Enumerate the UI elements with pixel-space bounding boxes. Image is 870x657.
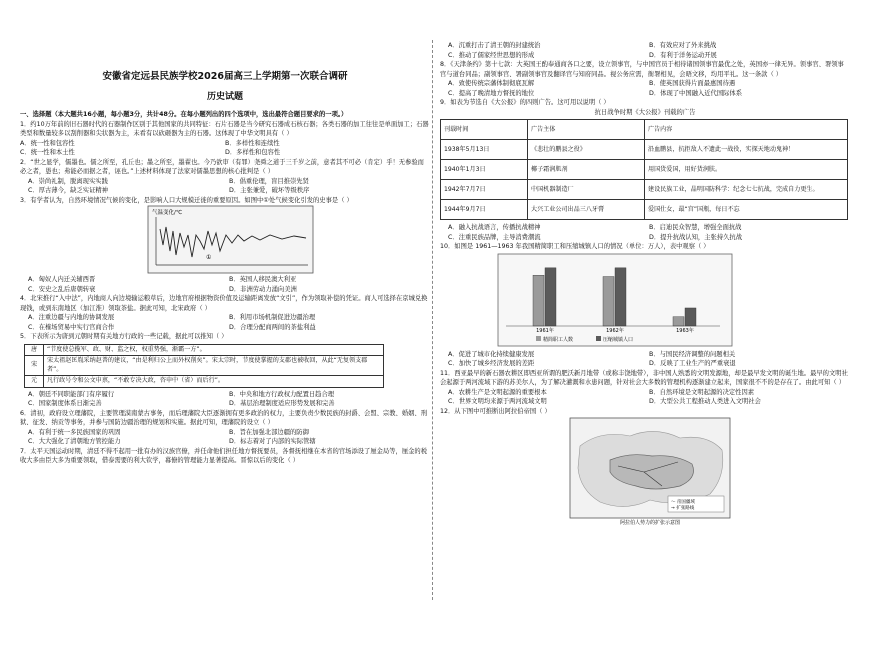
table-cell: 用国货爱国，用好货润肤。	[645, 160, 848, 180]
option: D．体现了中国融入近代国际体系	[649, 89, 743, 97]
legend-swatch	[536, 336, 541, 341]
paper-title: 安徽省定远县民族学校2026届高三上学期第一次联合调研	[102, 71, 348, 82]
option: B．使英国获得片面最惠国待遇	[649, 80, 736, 87]
question-2-options-row2	[20, 186, 430, 196]
question-3-options	[20, 275, 430, 285]
option: B．有效应对了外来挑战	[649, 42, 717, 49]
right-column	[440, 41, 850, 656]
question-9-stem: 9．如表为节选自《大公报》的四则广告。这可用以说明（ ）	[440, 99, 610, 106]
x-tick-label: 1963年	[676, 327, 694, 334]
chart-marker: ①	[206, 254, 212, 261]
question-2-stem: 2．“世之显学，儒墨也。儒之所至，孔丘也；墨之所至，墨翟也。今乃欲审（有罪）尧舜之道于三千岁之前，意者其不可必（肯定）乎！无参验而必之者，愚也；弗能必而据之者，诬也。”上述材料体现了法家对儒墨思想的核心批判是（ ）	[20, 158, 424, 175]
option: D．大型公共工程推动人类进入文明社会	[649, 398, 761, 405]
table-row	[441, 200, 848, 220]
question-8-options	[440, 79, 850, 89]
option: B．旨在加强北部边疆的防御	[229, 428, 309, 436]
table-cell: 1938年5月13日	[441, 140, 528, 160]
option: B．英国人移民澳大利亚	[229, 276, 297, 283]
table-cell: 沿血鹏县，抗拒敌人不遗此一战役，实探天地动鬼神！	[645, 140, 848, 160]
question-1-options-row2	[20, 148, 430, 158]
option: B．自然环境是文明起源的决定性因素	[649, 388, 755, 396]
question-4-options-row2	[20, 323, 430, 333]
option: C．安史之乱后唐朝转衰	[28, 285, 96, 293]
table-row	[25, 376, 384, 388]
paper-subtitle: 历史试题	[206, 92, 243, 102]
option: A．有利于统一多民族国家的巩固	[28, 428, 121, 436]
table-cell: 1944年9月7日	[441, 200, 528, 220]
option: A．致使传统宗藩体制彻底瓦解	[448, 80, 535, 87]
option: A．农耕生产是文明起源的重要根本	[448, 388, 547, 396]
question-6-options-row2	[20, 437, 430, 447]
legend-label: 精简职工人数	[543, 336, 574, 343]
question-10-options	[440, 350, 850, 360]
question-11-options	[440, 388, 850, 398]
bar	[615, 267, 626, 325]
option: B．启迪民众智慧，增强全面抗战	[649, 224, 742, 231]
option: C．世界文明均来源于两河流域文明	[448, 398, 547, 405]
table-cell: 凡行政号令和公文申禀，“不敢专决大政，咨申中（省）而后行”。	[44, 376, 384, 388]
question-8-options-row2	[440, 89, 850, 99]
ad-table-title: 抗日战争时期《大公报》刊载的广告	[594, 108, 696, 116]
legend-swatch	[596, 336, 601, 341]
option: A．崇尚礼制，脱离现实实践	[28, 177, 108, 185]
option: A．匈奴人内迁关辅西晋	[28, 276, 96, 283]
map-legend-item: ～ 帝国疆域	[671, 500, 695, 505]
table-row	[25, 356, 384, 376]
table-row	[441, 180, 848, 200]
x-tick-label: 1962年	[606, 327, 624, 334]
question-11-stem: 11．西亚最早的新石器农耕区即西亚所谓的肥沃新月地带（或称丰饶地带），非中国人熟悉的文明发源地，却是最早发文明的诞生地。最早的文明社会起源于两河流域下游的苏美尔人，为了解决灌溉和水患问题，针对社会大多数的管理机构逐渐建立起来，国家很不不的是存在了。由此可知（ ）	[440, 369, 848, 386]
table-row	[441, 160, 848, 180]
question-4-stem: 4．北宋推行“入中法”，内地商人向边境输运粮草后，边地官府根据物资价值及运输距离发放“文引”，作为领取补偿的凭证。商人可选择在京城兑换现钱，或到东南地区（加江淮）领取茶盐。据此可知，北宋政府（ ）	[20, 295, 428, 312]
question-10-options-row2	[440, 359, 850, 369]
table-row	[441, 140, 848, 160]
option: C．大大强化了清朝地方管控能力	[28, 438, 121, 445]
column-divider	[432, 40, 433, 600]
legend-label: 压缩城镇人口	[603, 336, 634, 343]
question-3-options-row2	[20, 285, 430, 295]
option: B．多样性和连续性	[225, 139, 280, 147]
arab-empire-map	[440, 416, 850, 526]
bar	[545, 267, 556, 325]
question-10-stem: 10．如图是 1961—1963 年我国精简职工和压缩城镇人口的情况（单位：万人），表中观察（ ）	[440, 243, 710, 250]
option: C．厚古薄今，缺乏实证精神	[28, 187, 108, 194]
option: C．加快了城乡经济发展的差距	[448, 360, 535, 367]
option: D．多样性和包容性	[225, 149, 281, 156]
chart-title: 气温变化/℃	[152, 210, 183, 216]
bar	[673, 316, 684, 325]
question-5-options	[20, 390, 430, 400]
map-caption: 阿拉伯人势力的扩张示意图	[619, 520, 681, 526]
temperature-chart	[20, 205, 430, 275]
option: D．非洲劳动力涌向美洲	[229, 285, 297, 293]
option: D．有利于洋务运动开展	[649, 51, 717, 59]
question-1-stem: 1．约10万年前的旧石器时代的石器制作区别于其他国家的共同特征：石片石器是当今研究石器成石核石器；各类石器的加工往往是单面加工；石器类型和数量较多以刮削器和尖状器为主，未看有以砍砸器为主的石器。这体现了中华文明具有（ ）	[20, 120, 429, 137]
governance-table	[24, 344, 384, 388]
question-9-options	[440, 223, 850, 233]
option: B．利用市场机制促进边疆治理	[229, 314, 316, 321]
question-7-options	[440, 41, 850, 51]
option: B．中央和地方行政权力配置日趋合理	[229, 390, 335, 398]
option: A．注重边疆与内地的协调发展	[28, 314, 115, 321]
table-cell: 宋太祖赵匡胤采纳赵普的建议，“由是利归公上而外权削矣”。宋太宗时，节度使掌握的支郡也被收回，从此“无复领支郡者”。	[44, 356, 384, 376]
table-cell: 建设民族工业，晶明国防科学：纪念七七抗战，完成自力更生。	[645, 180, 848, 200]
question-6-stem: 6．清初，政府设立理藩院，主要管理漠南蒙古事务，而后理藩院大臣逐渐拥有更多政治的权力，主要负责少数民族的封爵、会盟、宗教、婚姻、刑狱、征发、纳贡等事务，并参与国防边疆治理的规划和实施。据此可知，理藩院的设立（ ）	[20, 409, 428, 426]
question-8-stem: 8．《天津条约》第十七款：大英国王酌奉通商各口之要，设立领事官，与中国官员于相待诸国领事官最优之处，英国亦一律无异。领事官、署领事官与道台同品；副领事官、署副领事官及翻译官与知府同品。视公务应需，衙署相见，会晤文移，均用平礼。这一条款（ ）	[440, 61, 844, 78]
table-cell: 《悲壮的鹏县之役》	[528, 140, 645, 160]
x-tick-label: 1961年	[536, 327, 554, 334]
question-1-options	[20, 139, 430, 149]
column-header: 广告主体	[528, 120, 645, 140]
table-cell: 宋	[25, 356, 44, 376]
option: D．基层治理制度适应形势发展和完善	[229, 400, 335, 407]
ad-table	[440, 119, 848, 220]
question-6-options	[20, 428, 430, 438]
left-column	[20, 42, 430, 657]
option: A．朝廷不同职能部门有序履行	[28, 390, 115, 398]
table-cell: 大兴工业公司出品三八牙膏	[528, 200, 645, 220]
option: D．标志着对了内部的实际管辖	[229, 438, 316, 445]
option: C．注重民族品牌，主导消费潮流	[448, 233, 541, 241]
table-cell: 1942年7月7日	[441, 180, 528, 200]
table-cell: 元	[25, 376, 44, 388]
option: A．融入抗战语言，传播抗战精神	[448, 224, 541, 231]
option: B．与国民经济调整的问题相关	[649, 350, 736, 358]
table-cell: “节度使总揽军、政、财、监之权，权重势强，渐霸一方”。	[44, 344, 384, 356]
section-heading: 一、选择题（本大题共16小题，每小题3分，共计48分。在每小题列出的四个选项中，选出最符合题目要求的一项。）	[20, 111, 348, 118]
option: A．统一性和包容性	[20, 139, 75, 147]
question-11-options-row2	[440, 397, 850, 407]
question-7-options-row2	[440, 51, 850, 61]
table-header-row	[441, 120, 848, 140]
option: D．主张兼爱，破坏等级秩序	[229, 187, 310, 194]
table-cell: 唐	[25, 344, 44, 356]
option: C．国家制度体系日渐完善	[28, 400, 102, 407]
bar	[603, 276, 614, 325]
option: D．反映了工业生产的严重衰退	[649, 360, 736, 367]
question-9-options-row2	[440, 233, 850, 243]
option: D．合理分配商两间的茶盐利益	[229, 323, 316, 331]
table-cell: 1940年1月3日	[441, 160, 528, 180]
question-4-options	[20, 313, 430, 323]
table-cell: 爱国仕女，最“宫”国瓶，每日不忘	[645, 200, 848, 220]
option: C．推动了儒家经世思想的形成	[448, 51, 535, 59]
option: C．统一性和本土性	[20, 149, 75, 156]
column-header: 广告内容	[645, 120, 848, 140]
option: A．沉重打击了清王朝的封建统治	[448, 42, 541, 49]
map-legend-item: → 扩张路线	[671, 506, 695, 511]
option: B．倡重伦理，盲目推崇先贤	[229, 177, 309, 185]
option: C．在榷场贸易中实行官商合作	[28, 323, 115, 331]
column-header: 刊载时间	[441, 120, 528, 140]
table-row	[25, 344, 384, 356]
option: A．促进了城市化持续健康发展	[448, 350, 535, 358]
question-7-stem: 7．太平天国运动时期，清廷不得不起用一批有办的汉族官僚，并任命他们担任地方督抚要员，各督抚相继在本省的官场添设了厘金局等，厘金的税收大多由臣大多为重要领取，借泰需要的利大钦学，幕僚的管理能力显著提高。晋惊以后的变化（ ）	[20, 447, 428, 464]
bar	[533, 275, 544, 326]
question-2-options	[20, 177, 430, 187]
bar	[685, 307, 696, 325]
question-3-stem: 3．有学者认为，自然环境情况气候的变化，是影响人口大规模迁徙的重要原因。如图中①处气候变化引发的史事是（ ）	[20, 196, 353, 204]
table-cell: 中国机器制造厂	[528, 180, 645, 200]
option: D．提升抗战认知，主张持久抗战	[649, 233, 743, 241]
question-12-stem: 12．从下图中可推断出阿拉伯帝国（ ）	[440, 407, 551, 415]
table-cell: 椰子霜润肌剂	[528, 160, 645, 180]
population-bar-chart	[440, 252, 850, 350]
question-5-options-row2	[20, 399, 430, 409]
question-5-stem: 5．下表所示为唐到元朝时期有关地方行政的一些记载，据此可以推知（ ）	[20, 333, 228, 340]
option: C．提高了晚清地方督抚的地位	[448, 89, 535, 97]
